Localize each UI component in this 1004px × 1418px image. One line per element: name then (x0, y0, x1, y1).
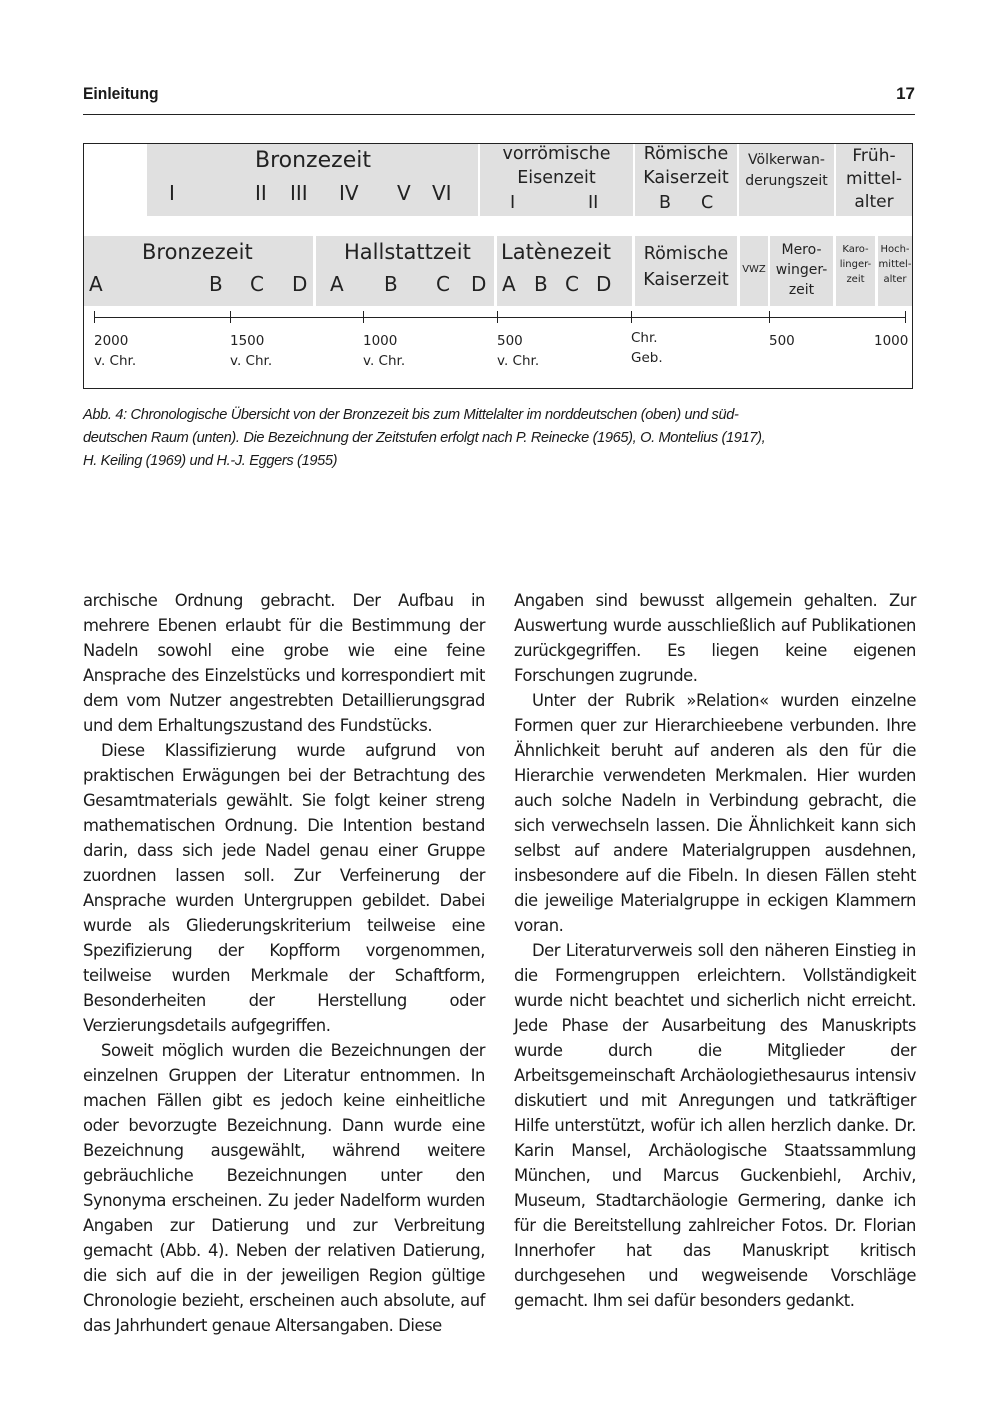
axis-tick-label: 1500 v. Chr. (230, 333, 273, 369)
block-label-line: Früh- (852, 146, 896, 166)
phase-label: III (290, 181, 308, 205)
axis-tick (631, 311, 632, 323)
phase-label: I (169, 181, 175, 205)
caption-line: H. Keiling (1969) und H.-J. Eggers (1955) (83, 453, 338, 469)
axis-tick-label: 500 v. Chr. (497, 333, 540, 369)
north-bronzezeit-label: Bronzezeit (255, 148, 371, 173)
axis-tick-label: 2000 v. Chr. (94, 333, 137, 369)
phase-label: C (565, 272, 579, 296)
page-number: 17 (896, 84, 915, 103)
axis-tick (905, 311, 906, 323)
time-axis (94, 317, 906, 318)
axis-tick-label: 1000 (874, 333, 909, 349)
latenezeit-label: Latènezeit (501, 240, 611, 264)
block-label-line: vorrömische (502, 144, 611, 164)
phase-label: V (397, 181, 411, 205)
block-label-line: mittel- (878, 259, 912, 270)
south-hochmittelalter-block (878, 236, 912, 306)
paragraph: archische Ordnung gebracht. Der Aufbau in mehrere Ebenen erlaubt für die Bestimmung der Nadeln sowohl eine grobe wie eine feine Ansprache des Einzelstücks und korrespondiert mit dem vom Nutzer angestrebten Detaillierungsgrad und dem Erhaltungszustand des Fundstücks. (83, 591, 485, 735)
block-label-line: Kaiserzeit (643, 270, 729, 290)
phase-label: D (596, 272, 612, 296)
block-label-line: zeit (788, 282, 815, 298)
block-label-line: alter (883, 274, 907, 285)
phase-label: I (510, 193, 516, 213)
axis-tick-label: 1000 v. Chr. (363, 333, 406, 369)
block-label-line: Karo- (842, 244, 869, 255)
block-label-line: mittel- (846, 169, 902, 189)
south-bronzezeit-block (84, 236, 313, 306)
axis-tick (230, 311, 231, 323)
block-label-line: Römische (643, 244, 729, 264)
caption-line: deutschen Raum (unten). Die Bezeichnung der Zeitstufen erfolgt nach P. Reinecke (1965), O. Montelius (1917), (83, 430, 766, 446)
south-vwz-block (740, 236, 768, 306)
block-label-line: Kaiserzeit (643, 168, 729, 188)
chapter-title: Einleitung (83, 84, 159, 103)
phase-label: B (209, 272, 223, 296)
block-label-line: Hoch- (880, 244, 910, 255)
phase-label: A (330, 272, 344, 296)
south-merowingerzeit-block (770, 236, 833, 306)
block-label-line: Eisenzeit (517, 168, 596, 188)
body-column-left (83, 588, 485, 1338)
block-label-line: derungszeit (745, 173, 828, 189)
phase-label: II (588, 193, 599, 213)
phase-label: A (89, 272, 103, 296)
south-latenezeit-block (497, 236, 632, 306)
phase-label: C (250, 272, 264, 296)
north-roemische-kaiserzeit-block (635, 144, 737, 216)
axis-tick (363, 311, 364, 323)
phase-label: B (659, 193, 672, 213)
phase-label: VI (432, 181, 452, 205)
south-roemische-kaiserzeit-block (635, 236, 737, 306)
phase-label: B (534, 272, 548, 296)
header-rule (83, 114, 915, 115)
phase-label: A (502, 272, 516, 296)
south-bronzezeit-label: Bronzezeit (142, 240, 253, 264)
chronology-figure (83, 143, 913, 389)
axis-tick (94, 311, 95, 323)
phase-label: II (255, 181, 267, 205)
phase-label: C (436, 272, 450, 296)
phase-label: IV (339, 181, 359, 205)
paragraph: Angaben sind bewusst allgemein gehalten. Zur Auswertung wurde ausschließlich auf Publikationen zurückgegriffen. Es liegen keine eigenen Forschungen zugrunde. (514, 591, 916, 685)
block-label-line: zeit (846, 274, 865, 285)
north-voelkerwanderungszeit-block (739, 144, 834, 216)
south-karolingerzeit-block (836, 236, 875, 306)
north-vorroemische-eisenzeit-block (480, 144, 633, 216)
paragraph: Unter der Rubrik »Relation« wurden einzelne Formen quer zur Hierarchieebene verbunden. Ihre Ähnlichkeit beruht auf anderen als den für die Hierarchie verwendeten Merkmalen. Hier wurden auch solche Nadeln in Verbindung gebracht, die sich verwechseln lassen. Die Ähnlichkeit kann sich selbst auf andere Materialgruppen ausdehnen, insbesondere auf die Fibeln. In diesen Fällen steht die jeweilige Materialgruppe in eckigen Klammern voran. (514, 691, 916, 935)
north-fruehmittelalter-block (836, 144, 912, 216)
axis-tick (497, 311, 498, 323)
block-label-line: Völkerwan- (748, 152, 825, 168)
block-label-line: Römische (643, 144, 729, 164)
hallstattzeit-label: Hallstattzeit (344, 240, 471, 264)
axis-tick (769, 311, 770, 323)
body-column-right (514, 588, 916, 1313)
caption-line: Abb. 4: Chronologische Übersicht von der Bronzezeit bis zum Mittelalter im norddeutschen (oben) und süd- (83, 407, 739, 423)
phase-label: D (471, 272, 487, 296)
phase-label: D (292, 272, 308, 296)
paragraph: Der Literaturverweis soll den näheren Einstieg in die Formengruppen erleichtern. Vollständigkeit wurde nicht beachtet und sicherlich nicht erreicht. Jede Phase der Ausarbeitung des Manuskripts wurde durch die Mitglieder der Arbeitsgemeinschaft Archäologiethesaurus intensiv diskutiert und mit Anregungen und tatkräftiger Hilfe unterstützt, wofür ich allen herzlich danke. Dr. Karin Mansel, Archäologische Staatssammlung München, und Marcus Guckenbiehl, Archiv, Museum, Stadtarchäologie Germering, danke ich für die Bereitstellung zahlreicher Fotos. Dr. Florian Innerhofer hat das Manuskript kritisch durchgesehen und wegweisende Vorschläge gemacht. Ihm sei dafür besonders gedankt. (514, 941, 916, 1310)
vwz-label: VWZ (742, 264, 766, 275)
running-head (83, 84, 915, 108)
axis-tick-label: 500 (769, 333, 795, 349)
block-label-line: alter (854, 192, 894, 212)
phase-label: B (384, 272, 398, 296)
phase-label: C (701, 193, 714, 213)
figure-caption (83, 404, 923, 473)
block-label-line: Mero- (781, 242, 822, 258)
block-label-line: winger- (775, 262, 828, 278)
paragraph: Soweit möglich wurden die Bezeichnungen der einzelnen Gruppen der Literatur entnommen. In machen Fällen gibt es jedoch keine einheitliche oder bevorzugte Bezeichnung. Dann wurde eine Bezeichnung ausgewählt, während weitere gebräuchliche Bezeichnungen unter den Synonyma erscheinen. Zu jeder Nadelform wurden Angaben zur Datierung und zur Verbreitung gemacht (Abb. 4). Neben der relativen Datierung, die sich auf die in der jeweiligen Region gültige Chronologie bezieht, erscheinen auch absolute, auf das Jahrhundert genaue Altersangaben. Diese (83, 1041, 485, 1335)
south-hallstattzeit-block (316, 236, 494, 306)
paragraph: Diese Klassifizierung wurde aufgrund von praktischen Erwägungen bei der Betrachtung des Gesamtmaterials gewählt. Sie folgt keiner streng mathematischen Ordnung. Die Intention bestand darin, dass sich jede Nadel genau einer Gruppe zuordnen lassen soll. Zur Verfeinerung der Ansprache wurden Untergruppen gebildet. Dabei wurde als Gliederungskriterium teilweise eine Spezifizierung der Kopfform vorgenommen, teilweise wurden Merkmale der Schaftform, Besonderheiten der Herstellung oder Verzierungsdetails aufgegriffen. (83, 741, 485, 1035)
axis-tick-label: Chr. Geb. (631, 330, 663, 366)
block-label-line: linger- (839, 259, 872, 270)
north-bronzezeit-block (147, 144, 478, 216)
